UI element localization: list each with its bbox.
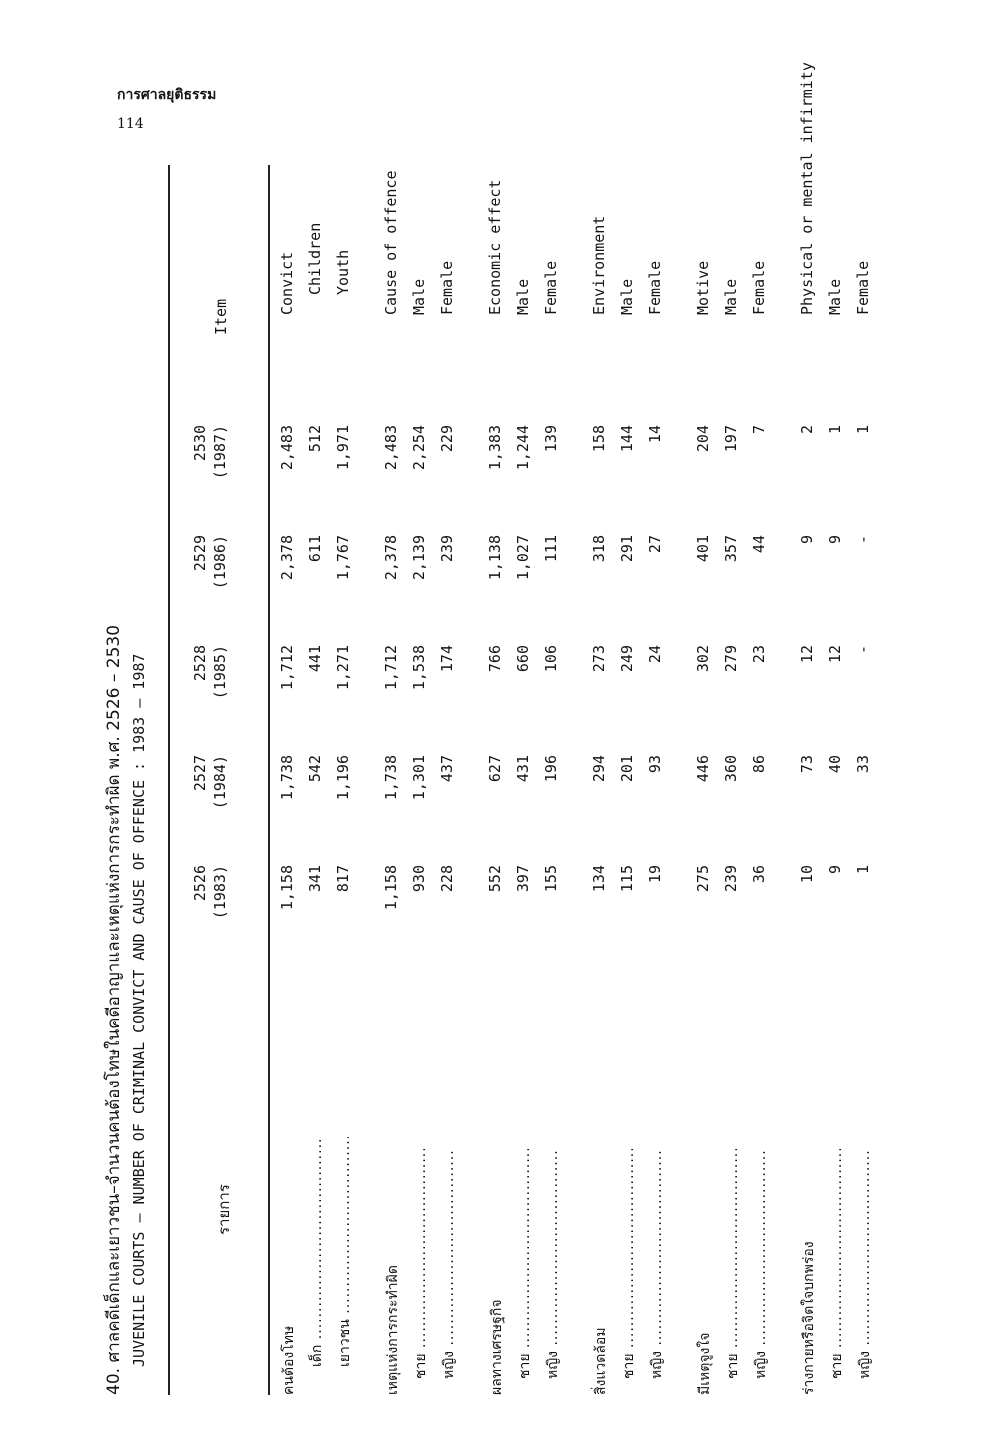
row-label-thai: ผลทางเศรษฐกิจ bbox=[489, 1299, 505, 1395]
table-row bbox=[826, 165, 850, 1395]
table-row bbox=[694, 165, 718, 1395]
row-label-english: Male bbox=[514, 278, 532, 315]
department-header: การศาลยุติธรรม bbox=[117, 87, 217, 103]
table-cell: 766 bbox=[486, 645, 504, 673]
row-label-thai: เด็ก ..... bbox=[306, 1137, 328, 1367]
row-label-thai: ชาย ..... bbox=[410, 1149, 432, 1379]
table-row bbox=[722, 165, 746, 1395]
table-cell: 1,738 bbox=[278, 755, 296, 801]
table-cell: 33 bbox=[854, 755, 872, 774]
table-cell: - bbox=[854, 645, 872, 655]
table-cell: 9 bbox=[826, 865, 844, 875]
row-label-thai: สิ่งแวดล้อม bbox=[593, 1327, 609, 1395]
row-label-english: Children bbox=[306, 222, 324, 295]
table-cell: 1,712 bbox=[278, 645, 296, 691]
row-label-thai: หญิง ..... bbox=[854, 1149, 876, 1379]
table-cell: 302 bbox=[694, 645, 712, 673]
table-cell: 36 bbox=[750, 865, 768, 884]
table-cell: 134 bbox=[590, 865, 608, 893]
table-cell: 401 bbox=[694, 535, 712, 563]
table-cell: 1,538 bbox=[410, 645, 428, 691]
table-cell: 115 bbox=[618, 865, 636, 893]
table-cell: 930 bbox=[410, 865, 428, 893]
table-cell: 196 bbox=[542, 755, 560, 783]
table-cell: 1 bbox=[826, 425, 844, 435]
row-label-thai: ร่างกายหรือจิตใจบกพร่อง bbox=[801, 1241, 817, 1395]
table-cell: 106 bbox=[542, 645, 560, 673]
row-label-english: Cause of offence bbox=[382, 170, 400, 315]
row-label-english: Female bbox=[646, 260, 664, 315]
table-cell: 24 bbox=[646, 645, 664, 664]
table-row bbox=[410, 165, 434, 1395]
table-cell: 1,196 bbox=[334, 755, 352, 801]
row-label-english: Economic effect bbox=[486, 179, 504, 315]
row-label-thai: ชาย ..... bbox=[826, 1149, 848, 1379]
row-label-thai: เหตุแห่งการกระทำผิด bbox=[385, 1265, 401, 1395]
table-cell: 2,378 bbox=[278, 535, 296, 581]
table-cell: 239 bbox=[722, 865, 740, 893]
table-cell: 86 bbox=[750, 755, 768, 774]
table-cell: 10 bbox=[798, 865, 816, 884]
table-cell: 1 bbox=[854, 425, 872, 435]
table-cell: 201 bbox=[618, 755, 636, 783]
row-label-thai: เยาวชน ..... bbox=[334, 1137, 356, 1367]
table-cell: 1,738 bbox=[382, 755, 400, 801]
table-cell: 12 bbox=[826, 645, 844, 664]
table-cell: 93 bbox=[646, 755, 664, 774]
year-header-1983: 2526 (1983) bbox=[191, 865, 229, 920]
row-label-english: Female bbox=[438, 260, 456, 315]
table-cell: 9 bbox=[798, 535, 816, 545]
table-cell: 2,254 bbox=[410, 425, 428, 471]
table-cell: 1,301 bbox=[410, 755, 428, 801]
row-label-english: Male bbox=[722, 278, 740, 315]
table-cell: 1,158 bbox=[278, 865, 296, 911]
table-cell: 446 bbox=[694, 755, 712, 783]
table-cell: 197 bbox=[722, 425, 740, 453]
table-cell: 111 bbox=[542, 535, 560, 563]
year-header-1984: 2527 (1984) bbox=[191, 755, 229, 810]
table-cell: 1,767 bbox=[334, 535, 352, 581]
row-label-english: Motive bbox=[694, 260, 712, 315]
table-cell: 204 bbox=[694, 425, 712, 453]
table-row bbox=[334, 165, 358, 1395]
row-label-thai: ชาย ..... bbox=[618, 1149, 640, 1379]
table-cell: 44 bbox=[750, 535, 768, 554]
row-label-thai: หญิง ..... bbox=[646, 1149, 668, 1379]
table-cell: 660 bbox=[514, 645, 532, 673]
table-cell: 1 bbox=[854, 865, 872, 875]
table-cell: 273 bbox=[590, 645, 608, 673]
table-cell: 2,483 bbox=[278, 425, 296, 471]
table-cell: 437 bbox=[438, 755, 456, 783]
table-cell: 19 bbox=[646, 865, 664, 884]
table-cell: 229 bbox=[438, 425, 456, 453]
row-label-english: Male bbox=[618, 278, 636, 315]
table-cell: 12 bbox=[798, 645, 816, 664]
row-label-english: Female bbox=[854, 260, 872, 315]
table-cell: 291 bbox=[618, 535, 636, 563]
table-cell: 1,027 bbox=[514, 535, 532, 581]
table-row bbox=[438, 165, 462, 1395]
row-label-english: Male bbox=[826, 278, 844, 315]
top-rule bbox=[168, 165, 170, 1395]
row-label-thai: ชาย ..... bbox=[514, 1149, 536, 1379]
table-cell: 2,483 bbox=[382, 425, 400, 471]
row-label-thai: ชาย ..... bbox=[722, 1149, 744, 1379]
row-label-english: Youth bbox=[334, 249, 352, 295]
row-label-english: Convict bbox=[278, 251, 296, 315]
table-cell: 1,971 bbox=[334, 425, 352, 471]
table-row bbox=[750, 165, 774, 1395]
row-label-thai: มีเหตุจูงใจ bbox=[697, 1332, 713, 1395]
table-cell: 275 bbox=[694, 865, 712, 893]
page-number: 114 bbox=[117, 116, 144, 132]
row-label-english: Physical or mental infirmity bbox=[798, 62, 816, 315]
table-cell: 2,378 bbox=[382, 535, 400, 581]
table-cell: 1,712 bbox=[382, 645, 400, 691]
table-row bbox=[854, 165, 878, 1395]
table-cell: 542 bbox=[306, 755, 324, 783]
table-row bbox=[514, 165, 538, 1395]
table-cell: 14 bbox=[646, 425, 664, 444]
table-row bbox=[798, 62, 822, 1395]
table-cell: 397 bbox=[514, 865, 532, 893]
row-label-thai: หญิง ..... bbox=[438, 1149, 460, 1379]
row-label-thai: หญิง ..... bbox=[542, 1149, 564, 1379]
table-cell: 1,383 bbox=[486, 425, 504, 471]
table-row bbox=[486, 165, 510, 1395]
table-row bbox=[542, 165, 566, 1395]
row-label-thai: หญิง ..... bbox=[750, 1149, 772, 1379]
table-row bbox=[382, 165, 406, 1395]
table-cell: 9 bbox=[826, 535, 844, 545]
table-cell: 228 bbox=[438, 865, 456, 893]
table-cell: 23 bbox=[750, 645, 768, 664]
table-cell: 2 bbox=[798, 425, 816, 435]
table-cell: 512 bbox=[306, 425, 324, 453]
table-row bbox=[646, 165, 670, 1395]
table-cell: 341 bbox=[306, 865, 324, 893]
table-cell: 2,139 bbox=[410, 535, 428, 581]
table-cell: 1,158 bbox=[382, 865, 400, 911]
table-row bbox=[278, 165, 302, 1395]
header-rule bbox=[268, 165, 270, 1395]
table-cell: 1,138 bbox=[486, 535, 504, 581]
table-cell: 27 bbox=[646, 535, 664, 554]
table-cell: - bbox=[854, 535, 872, 545]
year-header-1985: 2528 (1985) bbox=[191, 645, 229, 700]
table-cell: 174 bbox=[438, 645, 456, 673]
row-label-english: Female bbox=[542, 260, 560, 315]
table-cell: 431 bbox=[514, 755, 532, 783]
table-cell: 817 bbox=[334, 865, 352, 893]
row-label-english: Environment bbox=[590, 215, 608, 315]
table-subtitle: JUVENILE COURTS – NUMBER OF CRIMINAL CONVICT AND CAUSE OF OFFENCE : 1983 – 1987 bbox=[130, 653, 148, 1367]
table-cell: 552 bbox=[486, 865, 504, 893]
table-cell: 627 bbox=[486, 755, 504, 783]
table-row bbox=[306, 165, 330, 1395]
table-title: 40. ศาลคดีเด็กและเยาวชน–จำนวนคนต้องโทษในคดีอาญาและเหตุแห่งการกระทำผิด พ.ศ. 2526 – 2530 bbox=[104, 624, 124, 1395]
year-header-1987: 2530 (1987) bbox=[191, 425, 229, 480]
row-label-english: Female bbox=[750, 260, 768, 315]
table-cell: 360 bbox=[722, 755, 740, 783]
table-cell: 139 bbox=[542, 425, 560, 453]
column-header-item: Item bbox=[212, 298, 230, 335]
table-cell: 1,271 bbox=[334, 645, 352, 691]
table-cell: 155 bbox=[542, 865, 560, 893]
table-cell: 7 bbox=[750, 425, 768, 435]
table-cell: 1,244 bbox=[514, 425, 532, 471]
table-cell: 294 bbox=[590, 755, 608, 783]
table-cell: 144 bbox=[618, 425, 636, 453]
table-cell: 40 bbox=[826, 755, 844, 774]
table-cell: 73 bbox=[798, 755, 816, 774]
table-row bbox=[590, 165, 614, 1395]
table-cell: 249 bbox=[618, 645, 636, 673]
row-label-english: Male bbox=[410, 278, 428, 315]
column-header-thai: รายการ bbox=[215, 1184, 233, 1235]
table-cell: 158 bbox=[590, 425, 608, 453]
year-header-1986: 2529 (1986) bbox=[191, 535, 229, 590]
table-cell: 611 bbox=[306, 535, 324, 563]
table-cell: 239 bbox=[438, 535, 456, 563]
table-cell: 441 bbox=[306, 645, 324, 673]
table-cell: 357 bbox=[722, 535, 740, 563]
table-cell: 279 bbox=[722, 645, 740, 673]
table-cell: 318 bbox=[590, 535, 608, 563]
row-label-thai: คนต้องโทษ bbox=[281, 1325, 297, 1395]
table-row bbox=[618, 165, 642, 1395]
